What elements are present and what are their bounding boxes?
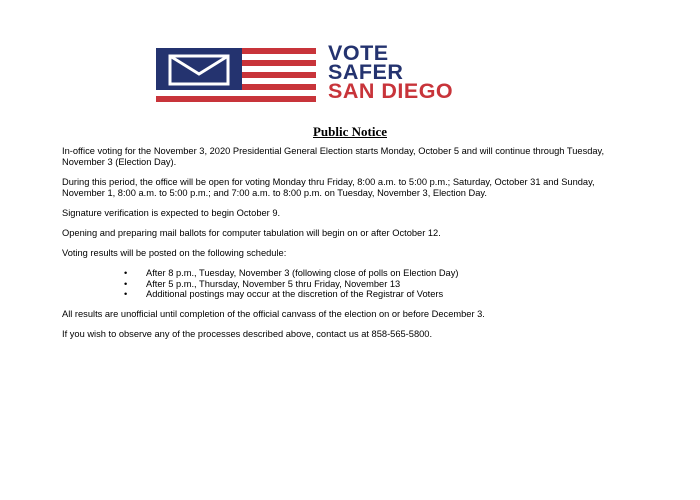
paragraph-mail-ballots: Opening and preparing mail ballots for computer tabulation will begin on or after October 12. [62,228,441,238]
envelope-flag-icon [156,48,316,102]
paragraph-contact: If you wish to observe any of the processes described above, contact us at 858-565-5800. [62,328,433,339]
notice-title: Public Notice [312,124,387,139]
bullet-icon: • [124,289,128,299]
notice-body [62,146,632,349]
bullet-icon: • [124,268,128,278]
paragraph-signature-verification: Signature verification is expected to begin October 9. [62,208,281,218]
list-item-text: Additional postings may occur at the discretion of the Registrar of Voters [146,289,444,299]
list-item [124,268,632,279]
vote-safer-logo [156,41,546,106]
logo-line-1: VOTE [328,41,389,65]
list-item-text: After 5 p.m., Thursday, November 5 thru Friday, November 13 [146,278,401,289]
paragraph-unofficial-results: All results are unofficial until completion of the official canvass of the election on or before December 3. [62,308,485,319]
list-item-text: After 8 p.m., Tuesday, November 3 (following close of polls on Election Day) [146,268,459,278]
list-item [124,279,632,290]
logo-wordmark [328,41,454,103]
results-schedule-list [62,268,632,300]
logo-line-2: SAFER [328,60,404,84]
logo-line-3: SAN DIEGO [328,79,454,103]
bullet-icon: • [124,278,128,289]
list-item [124,289,632,300]
paragraph-results-schedule: Voting results will be posted on the following schedule: [62,248,287,258]
paragraph-office-hours: During this period, the office will be open for voting Monday thru Friday, 8:00 a.m. to 5:00 p.m.; Saturday, October 31 and Sunday, November 1, 8:00 a.m. to 5:00 p.m.; and 7:00 a.m. to 8:00 p.m. on Tuesday, November 3, Election Day. [62,177,595,198]
paragraph-in-office-voting: In-office voting for the November 3, 2020 Presidential General Election starts Monday, October 5 and will continue through Tuesday, November 3 (Election Day). [62,146,605,167]
